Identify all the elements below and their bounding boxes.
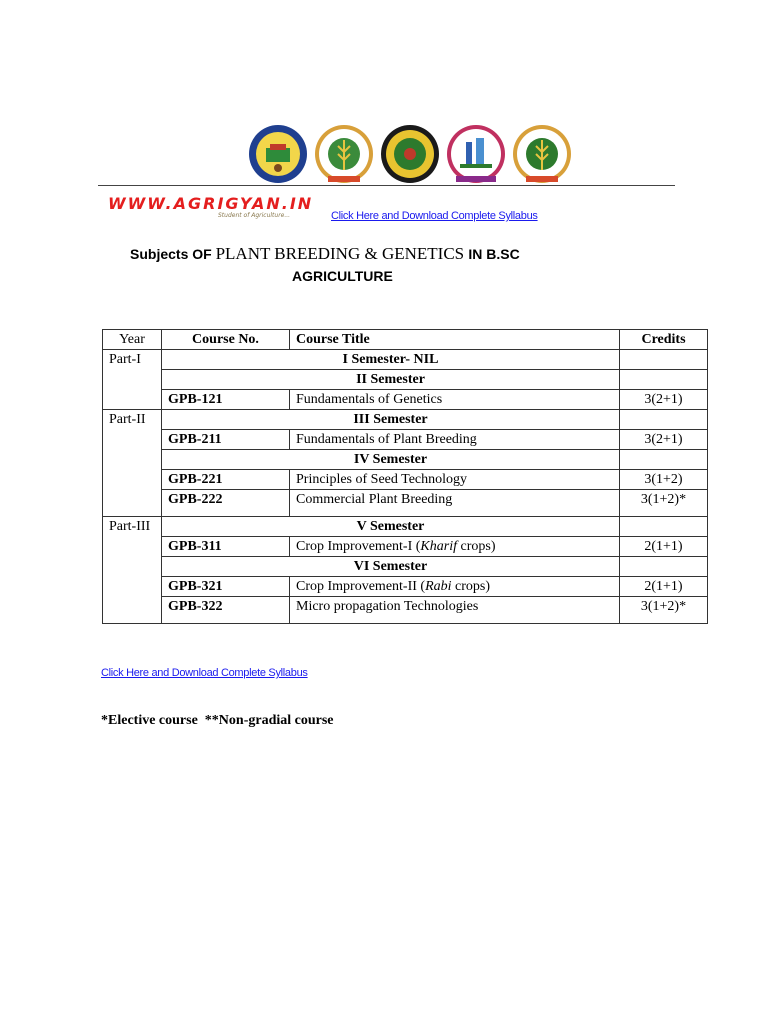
course-title	[290, 537, 620, 557]
year-part-2: Part-II	[103, 410, 162, 517]
table-row	[103, 577, 708, 597]
course-no: GPB-222	[162, 490, 290, 517]
course-no: GPB-221	[162, 470, 290, 490]
university-seal-icon	[512, 124, 572, 184]
semester-3: III Semester	[162, 410, 620, 430]
credits-cell	[620, 350, 708, 370]
header-course-title: Course Title	[290, 330, 620, 350]
table-row	[103, 450, 708, 470]
download-syllabus-link-top[interactable]: Click Here and Download Complete Syllabus	[331, 210, 538, 222]
semester-5: V Semester	[162, 517, 620, 537]
site-tagline: Student of Agriculture...	[218, 212, 291, 219]
title-suffix: IN B.SC	[468, 246, 520, 262]
university-seal-icon	[314, 124, 374, 184]
semester-6: VI Semester	[162, 557, 620, 577]
course-credits: 2(1+1)	[620, 537, 708, 557]
table-row	[103, 370, 708, 390]
course-credits: 3(1+2)	[620, 470, 708, 490]
header-credits: Credits	[620, 330, 708, 350]
university-seal-icon	[446, 124, 506, 184]
credits-cell	[620, 517, 708, 537]
course-no: GPB-121	[162, 390, 290, 410]
semester-2: II Semester	[162, 370, 620, 390]
course-title: Fundamentals of Plant Breeding	[290, 430, 620, 450]
title-main: PLANT BREEDING & GENETICS	[215, 244, 469, 263]
course-credits: 3(2+1)	[620, 390, 708, 410]
download-syllabus-link-bottom[interactable]: Click Here and Download Complete Syllabus	[101, 667, 308, 679]
course-no: GPB-211	[162, 430, 290, 450]
table-row	[103, 490, 708, 517]
credits-cell	[620, 410, 708, 430]
course-title	[290, 577, 620, 597]
table-row	[103, 430, 708, 450]
table-row	[103, 557, 708, 577]
footnote: *Elective course **Non-gradial course	[101, 713, 334, 728]
course-title: Micro propagation Technologies	[290, 597, 620, 624]
year-part-1: Part-I	[103, 350, 162, 410]
title-prefix: Subjects OF	[130, 246, 216, 262]
university-logos	[248, 124, 572, 186]
site-name: WWW.AGRIGYAN.IN	[108, 194, 314, 213]
course-credits: 3(1+2)*	[620, 597, 708, 624]
semester-1: I Semester- NIL	[162, 350, 620, 370]
university-seal-icon	[248, 124, 308, 184]
university-seal-icon	[380, 124, 440, 184]
course-title-italic: Kharif	[420, 539, 457, 554]
course-title: Fundamentals of Genetics	[290, 390, 620, 410]
course-title-text: Crop Improvement-II (	[296, 579, 426, 594]
header-course-no: Course No.	[162, 330, 290, 350]
course-title-text: crops)	[451, 579, 491, 594]
course-credits: 2(1+1)	[620, 577, 708, 597]
course-no: GPB-322	[162, 597, 290, 624]
course-title-text: crops)	[457, 539, 496, 554]
credits-cell	[620, 370, 708, 390]
table-row	[103, 470, 708, 490]
year-part-3: Part-III	[103, 517, 162, 624]
page-title	[130, 244, 520, 264]
table-row	[103, 390, 708, 410]
table-row	[103, 597, 708, 624]
course-no: GPB-321	[162, 577, 290, 597]
header-year: Year	[103, 330, 162, 350]
course-title-italic: Rabi	[425, 579, 452, 594]
course-credits: 3(1+2)*	[620, 490, 708, 517]
course-title: Principles of Seed Technology	[290, 470, 620, 490]
course-title: Commercial Plant Breeding	[290, 490, 620, 517]
table-row	[103, 410, 708, 430]
table-row	[103, 517, 708, 537]
table-row	[103, 350, 708, 370]
page-title-line2: AGRICULTURE	[292, 268, 393, 284]
course-credits: 3(2+1)	[620, 430, 708, 450]
credits-cell	[620, 557, 708, 577]
header-divider	[98, 185, 675, 186]
course-title-text: Crop Improvement-I (	[296, 539, 421, 554]
table-row	[103, 537, 708, 557]
semester-4: IV Semester	[162, 450, 620, 470]
course-table	[102, 329, 708, 624]
credits-cell	[620, 450, 708, 470]
course-no: GPB-311	[162, 537, 290, 557]
table-header-row	[103, 330, 708, 350]
